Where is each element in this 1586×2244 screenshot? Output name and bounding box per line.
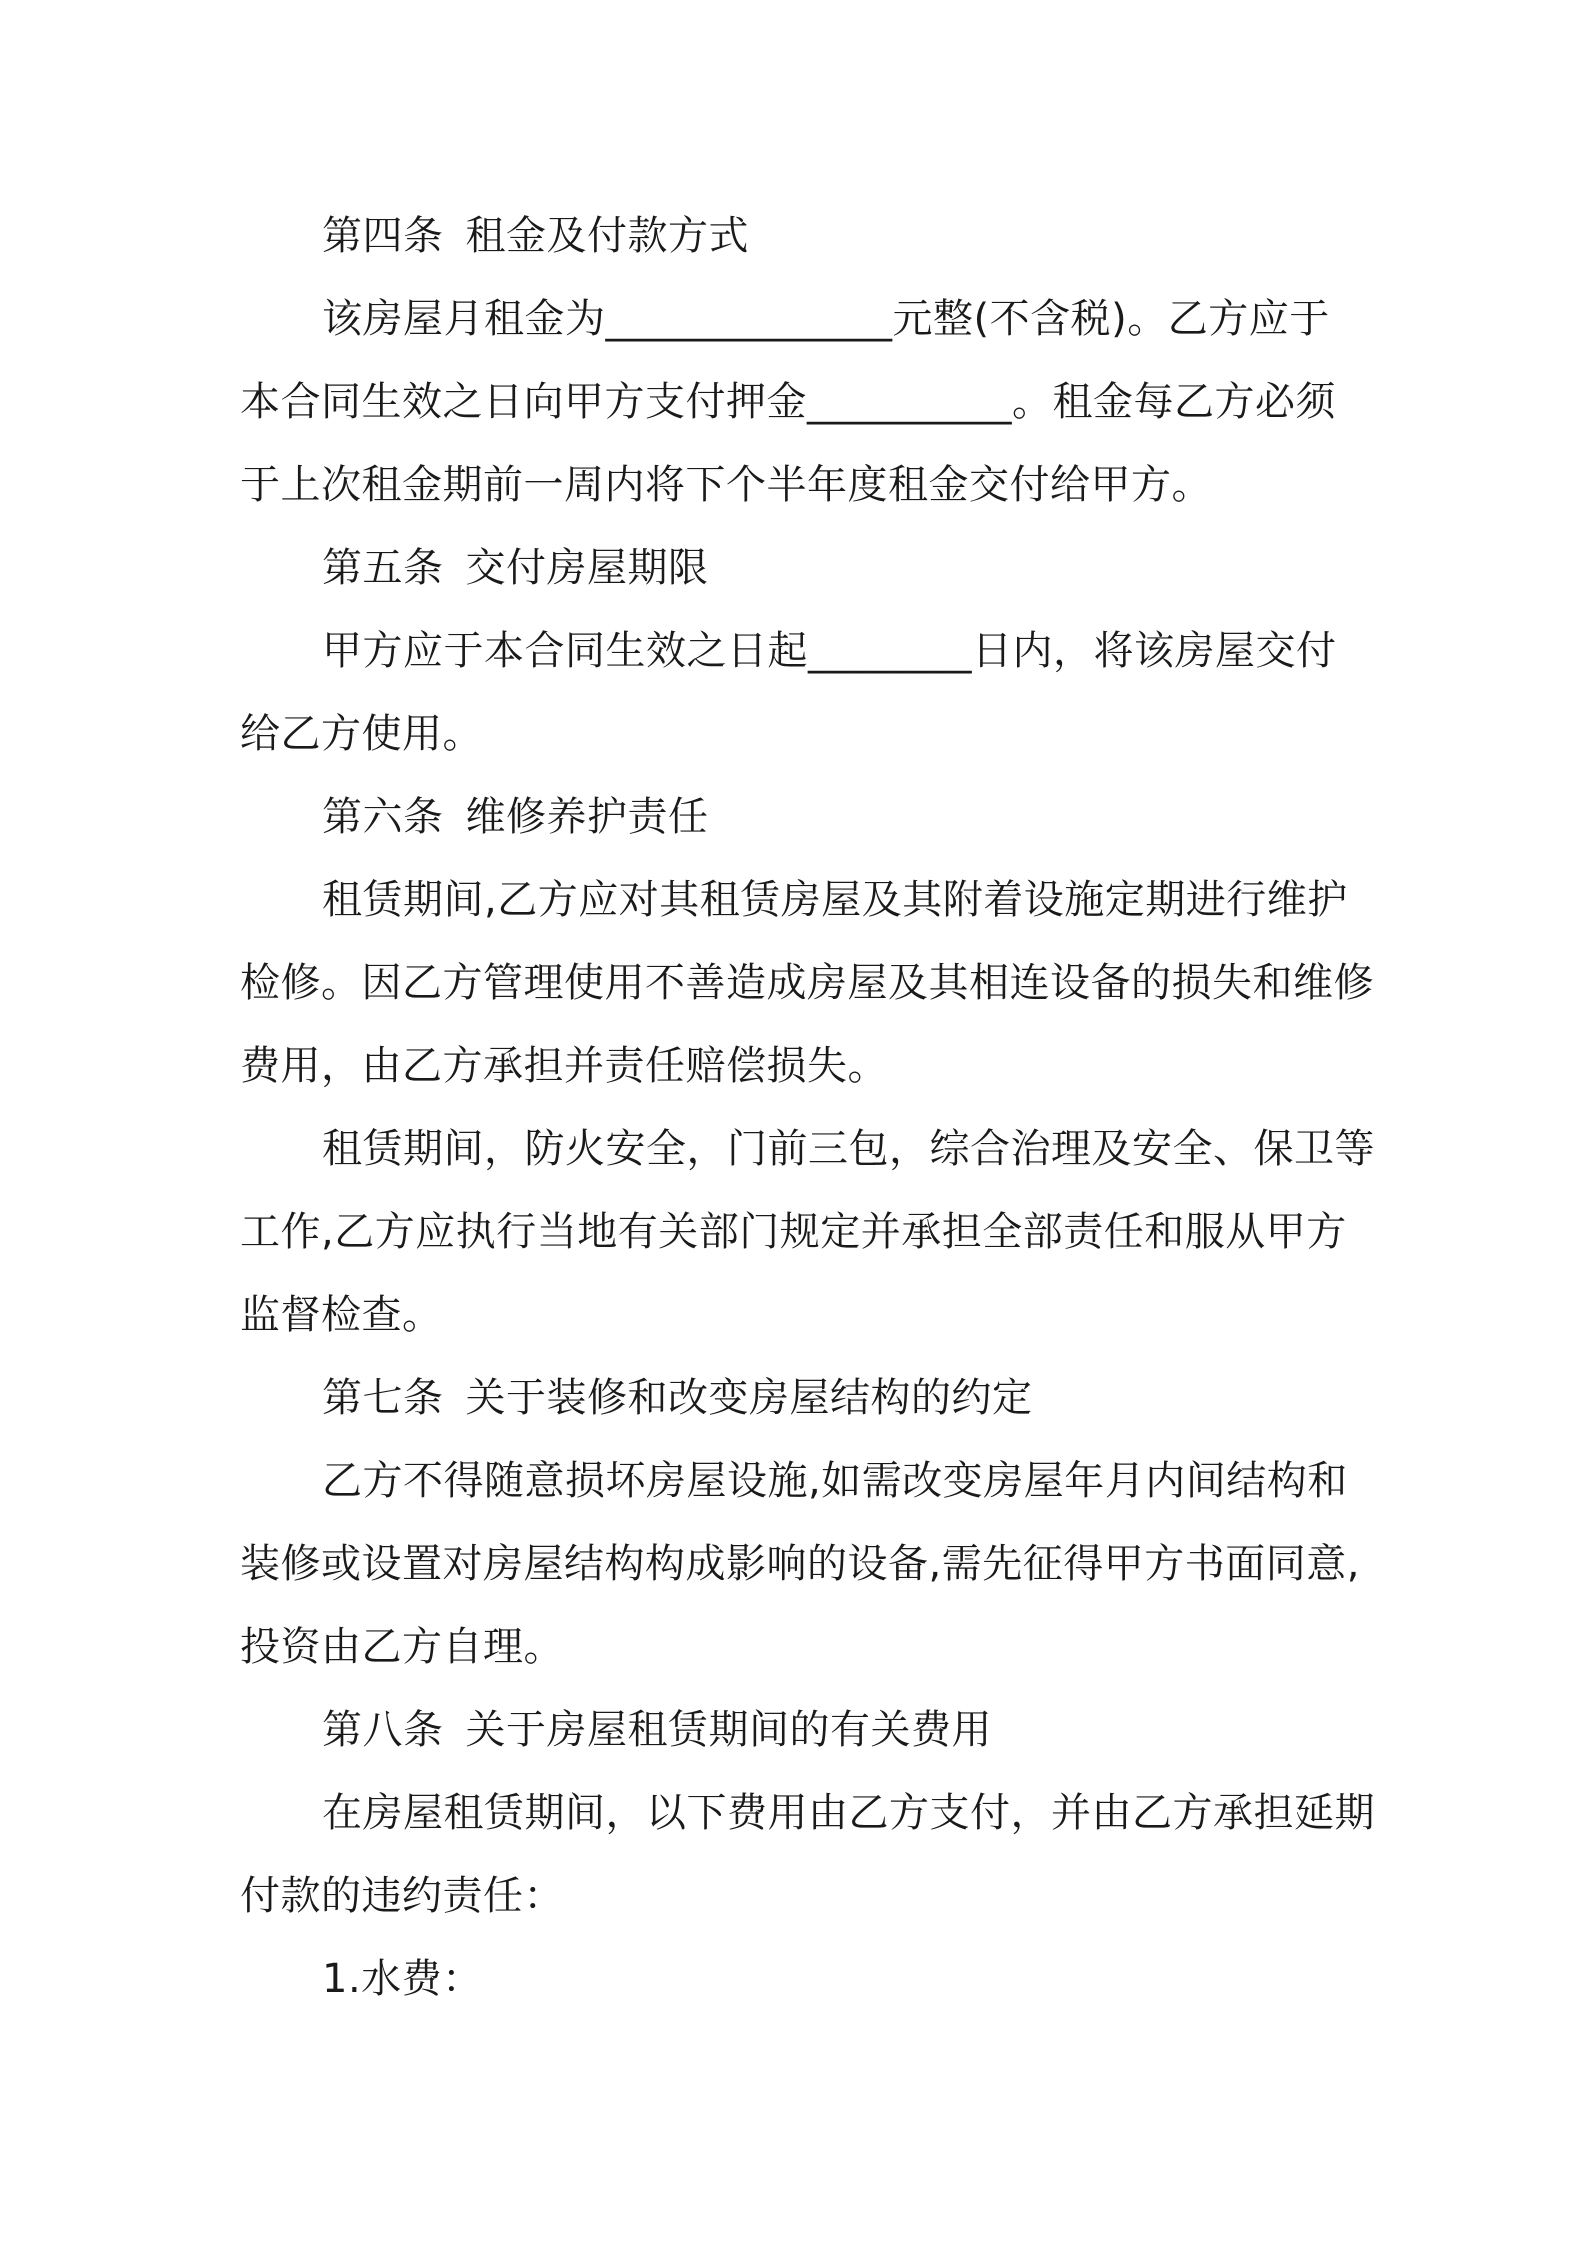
paragraph-line: 于上次租金期前一周内将下个半年度租金交付给甲方。: [240, 462, 1212, 508]
paragraph-line: 甲方应于本合同生效之日起________日内，将该房屋交付: [322, 628, 1337, 674]
article-title: 维修养护责任: [465, 794, 709, 840]
article-8-heading: [240, 1689, 1360, 1772]
paragraph-line: 乙方不得随意损坏房屋设施,如需改变房屋年月内间结构和: [322, 1458, 1348, 1504]
article-title: 交付房屋期限: [465, 545, 709, 591]
paragraph-line: 租赁期间,乙方应对其租赁房屋及其附着设施定期进行维护: [322, 877, 1348, 923]
paragraph-line: 给乙方使用。: [240, 711, 483, 757]
article-4-heading: [240, 195, 1360, 278]
article-title: 关于装修和改变房屋结构的约定: [465, 1375, 1033, 1421]
list-item: 1.水费：: [322, 1956, 483, 2002]
paragraph-line: 监督检查。: [240, 1292, 443, 1338]
article-title: 关于房屋租赁期间的有关费用: [465, 1707, 992, 1753]
paragraph-line: 投资由乙方自理。: [240, 1624, 564, 1670]
paragraph-line: 工作,乙方应执行当地有关部门规定并承担全部责任和服从甲方: [240, 1209, 1347, 1255]
article-number: 第八条: [322, 1707, 444, 1753]
paragraph-line: 租赁期间，防火安全，门前三包，综合治理及安全、保卫等: [322, 1126, 1375, 1172]
article-number: 第四条: [322, 213, 444, 259]
paragraph-line: 检修。因乙方管理使用不善造成房屋及其相连设备的损失和维修: [240, 960, 1374, 1006]
article-number: 第七条: [322, 1375, 444, 1421]
article-7-heading: [240, 1357, 1360, 1440]
article-5-heading: [240, 527, 1360, 610]
article-title: 租金及付款方式: [465, 213, 749, 259]
paragraph-line: 付款的违约责任：: [240, 1873, 564, 1919]
paragraph-line: 本合同生效之日向甲方支付押金__________。租金每乙方必须: [240, 379, 1336, 425]
article-number: 第六条: [322, 794, 444, 840]
paragraph-line: 费用，由乙方承担并责任赔偿损失。: [240, 1043, 888, 1089]
article-number: 第五条: [322, 545, 444, 591]
paragraph-line: 该房屋月租金为______________元整(不含税)。乙方应于: [322, 296, 1330, 342]
paragraph-line: 装修或设置对房屋结构构成影响的设备,需先征得甲方书面同意,: [240, 1541, 1360, 1587]
article-6-heading: [240, 776, 1360, 859]
paragraph-line: 在房屋租赁期间，以下费用由乙方支付，并由乙方承担延期: [322, 1790, 1375, 1836]
document-body: [240, 195, 1375, 2021]
